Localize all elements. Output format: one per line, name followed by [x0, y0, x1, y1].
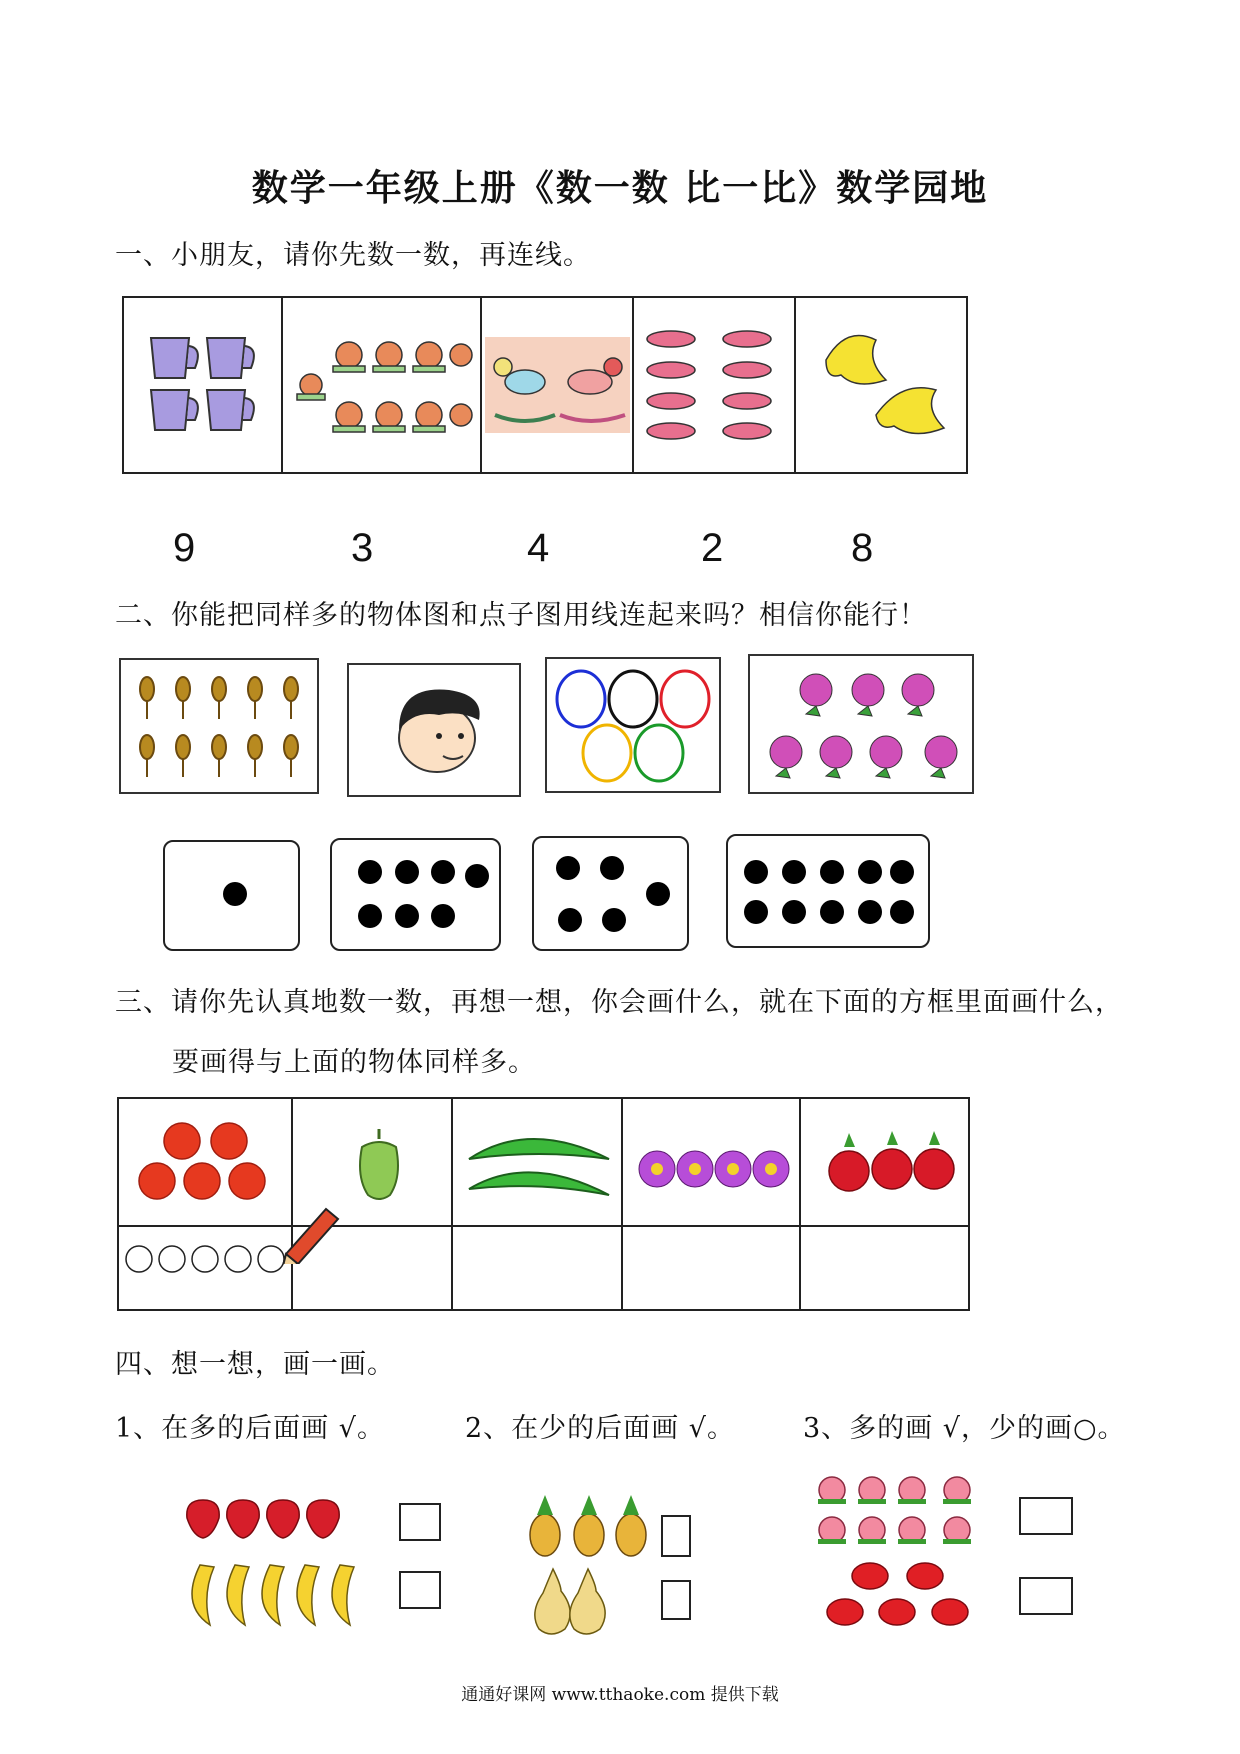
tomatoes-icon	[137, 1121, 267, 1206]
section4-sub2: 2、在少的后面画 √。	[465, 1413, 735, 1444]
checkbox-pineapples[interactable]	[661, 1515, 691, 1557]
rings-icon	[553, 665, 713, 785]
section3-table	[117, 1097, 970, 1311]
peaches-icon	[812, 1475, 987, 1550]
checkbox-bananas[interactable]	[399, 1571, 441, 1609]
dot	[602, 908, 626, 932]
drawing-cell-cucumbers[interactable]	[453, 1227, 621, 1309]
dot-card-7	[330, 838, 501, 951]
radishes-icon	[824, 1129, 959, 1199]
flowers-picture	[748, 654, 974, 794]
checkbox-strawberries[interactable]	[399, 1503, 441, 1541]
pepper-icon	[354, 1127, 404, 1202]
drawing-cell-pepper[interactable]	[293, 1227, 451, 1309]
section2-instruction: 二、你能把同样多的物体图和点子图用线连起来吗？相信你能行！	[115, 600, 927, 631]
dot	[358, 860, 382, 884]
dot	[782, 900, 806, 924]
dot	[556, 856, 580, 880]
section4-sub1: 1、在多的后面画 √。	[115, 1413, 385, 1444]
dot	[395, 860, 419, 884]
number-1: 9	[173, 526, 196, 570]
snails-icon	[289, 330, 474, 440]
section3-instruction-line2: 要画得与上面的物体同样多。	[172, 1047, 536, 1078]
boy-face-icon	[379, 680, 489, 780]
boy-face-picture	[347, 663, 521, 797]
cups-icon	[143, 330, 263, 440]
wheat-icon	[129, 669, 309, 784]
page-title: 数学一年级上册《数一数 比一比》数学园地	[251, 168, 989, 209]
dot-card-5	[532, 836, 689, 951]
number-2: 3	[351, 526, 374, 570]
dot	[358, 904, 382, 928]
dot	[431, 860, 455, 884]
dot	[782, 860, 806, 884]
drawing-cell-flowers[interactable]	[623, 1227, 799, 1309]
dot-card-10	[726, 834, 930, 948]
dot	[600, 856, 624, 880]
section4-sub3: 3、多的画 √，少的画○。	[803, 1413, 1126, 1444]
cucumbers-icon	[463, 1129, 613, 1209]
bananas-icon	[180, 1560, 360, 1630]
birds-cell	[796, 298, 966, 472]
dot	[858, 900, 882, 924]
section3-instruction-line1: 三、请你先认真地数一数，再想一想，你会画什么，就在下面的方框里面画什么，	[115, 987, 1123, 1018]
number-4: 2	[701, 526, 724, 570]
snails-cell	[283, 298, 482, 472]
dot	[744, 900, 768, 924]
number-5: 8	[851, 526, 874, 570]
dot-card-1	[163, 840, 300, 951]
pineapples-icon	[527, 1493, 652, 1558]
dot	[820, 860, 844, 884]
apples-icon	[825, 1560, 975, 1630]
dot	[465, 864, 489, 888]
fish-icon	[639, 325, 789, 445]
strawberries-icon	[183, 1490, 343, 1540]
rocking-horses-cell	[482, 298, 634, 472]
pears-icon	[533, 1565, 608, 1637]
checkbox-pears[interactable]	[661, 1580, 691, 1620]
dot	[890, 860, 914, 884]
dot	[820, 900, 844, 924]
dot	[646, 882, 670, 906]
fish-cell	[634, 298, 796, 472]
purple-flowers-icon	[635, 1141, 795, 1196]
example-circles	[123, 1239, 293, 1279]
dot	[223, 882, 247, 906]
wheat-picture	[119, 658, 319, 794]
checkbox-peaches[interactable]	[1019, 1497, 1073, 1535]
drawing-cell-radishes[interactable]	[801, 1227, 968, 1309]
rings-picture	[545, 657, 721, 793]
cups-cell	[124, 298, 283, 472]
dot	[744, 860, 768, 884]
dot	[890, 900, 914, 924]
dot	[395, 904, 419, 928]
footer-text: 通通好课网 www.tthaoke.com 提供下载	[461, 1685, 779, 1705]
section1-instruction: 一、小朋友，请你先数一数，再连线。	[115, 240, 591, 271]
rocking-horse-icon	[485, 337, 630, 433]
dot	[858, 860, 882, 884]
rose-icon	[756, 662, 966, 787]
bird-icon	[811, 320, 951, 450]
number-3: 4	[527, 526, 550, 570]
section1-picture-row	[122, 296, 968, 474]
section4-instruction: 四、想一想，画一画。	[115, 1349, 395, 1380]
dot	[558, 908, 582, 932]
checkbox-apples[interactable]	[1019, 1577, 1073, 1615]
dot	[431, 904, 455, 928]
